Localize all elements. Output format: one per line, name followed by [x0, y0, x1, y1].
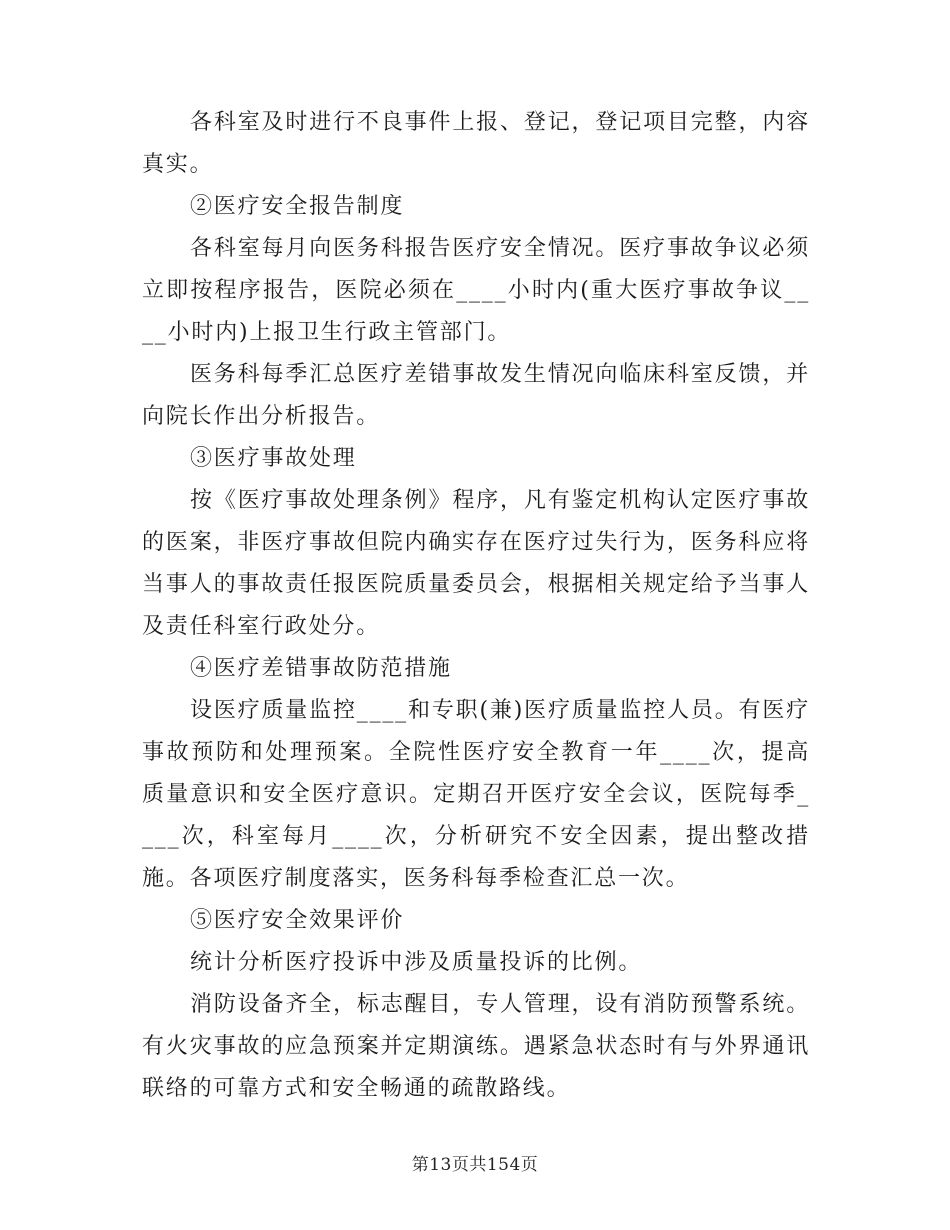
paragraph-adverse-event-reporting: 各科室及时进行不良事件上报、登记，登记项目完整，内容真实。 — [142, 110, 810, 177]
paragraph-fire-safety: 消防设备齐全，标志醒目，专人管理，设有消防预警系统。有火灾事故的应急预案并定期演练。遇紧急状态时有与外界通讯联络的可靠方式和安全畅通的疏散路线。 — [142, 992, 810, 1101]
document-body — [142, 102, 810, 1110]
heading-safety-evaluation: ⑤医疗安全效果评价 — [190, 908, 405, 933]
paragraph-quarterly-summary: 医务科每季汇总医疗差错事故发生情况向临床科室反馈，并向院长作出分析报告。 — [142, 362, 810, 429]
paragraph-monthly-safety-report: 各科室每月向医务科报告医疗安全情况。医疗事故争议必须立即按程序报告，医院必须在____小时内(重大医疗事故争议____小时内)上报卫生行政主管部门。 — [142, 236, 810, 345]
heading-accident-handling: ③医疗事故处理 — [190, 446, 357, 471]
page-number-footer: 第13页共154页 — [411, 1155, 539, 1175]
paragraph-complaint-statistics: 统计分析医疗投诉中涉及质量投诉的比例。 — [190, 950, 643, 975]
heading-safety-reporting-system: ②医疗安全报告制度 — [190, 194, 405, 219]
paragraph-prevention-measures: 设医疗质量监控____和专职(兼)医疗质量监控人员。有医疗事故预防和处理预案。全院性医疗安全教育一年____次，提高质量意识和安全医疗意识。定期召开医疗安全会议，医院每季____次，科室每月____次，分析研究不安全因素，提出整改措施。各项医疗制度落实，医务科每季检查汇总一次。 — [142, 698, 810, 891]
heading-prevention-measures: ④医疗差错事故防范措施 — [190, 656, 452, 681]
paragraph-accident-handling: 按《医疗事故处理条例》程序，凡有鉴定机构认定医疗事故的医案，非医疗事故但院内确实存在医疗过失行为，医务科应将当事人的事故责任报医院质量委员会，根据相关规定给予当事人及责任科室行政处分。 — [142, 488, 810, 639]
